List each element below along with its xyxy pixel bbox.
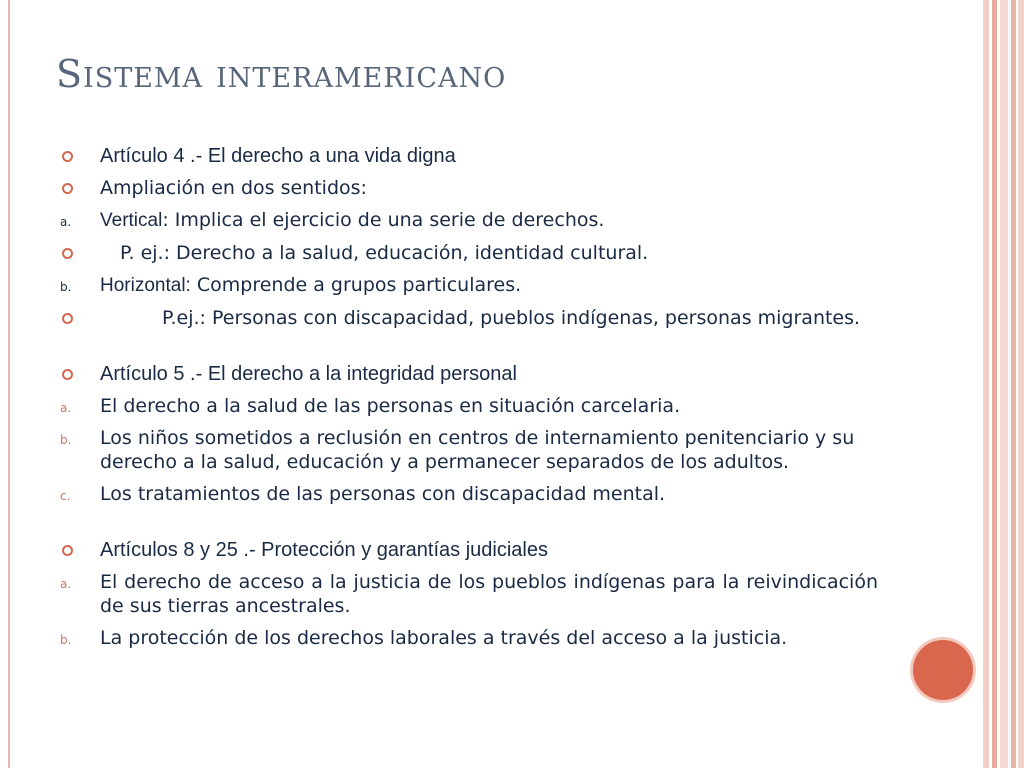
circle-bullet-icon xyxy=(62,183,73,194)
circle-bullet-icon xyxy=(62,369,73,380)
art4-a-text: : Implica el ejercicio de una serie de derechos. xyxy=(162,209,605,231)
art5-text-c: Los tratamientos de las personas con discapacidad mental. xyxy=(100,483,666,505)
art4-b-example-item xyxy=(58,306,878,330)
list-letter: b. xyxy=(60,433,72,447)
art8-text-b: La protección de los derechos laborales a través del acceso a la justicia. xyxy=(100,627,788,649)
art8-heading-item xyxy=(58,538,878,562)
art5-heading-item xyxy=(58,362,878,386)
slide-body xyxy=(58,144,878,658)
decorative-orange-circle xyxy=(913,640,973,700)
art4-intro-item xyxy=(58,176,878,200)
art5-text-b: Los niños sometidos a reclusión en centros de internamiento penitenciario y su derecho a la salud, educación y a permanecer separados de los adultos. xyxy=(100,427,855,473)
list-letter: c. xyxy=(60,489,71,503)
art4-heading: Artículo 4 .- El derecho a una vida digna xyxy=(100,145,456,167)
art4-b-term: Horizontal: xyxy=(100,275,191,296)
list-letter: b. xyxy=(60,633,72,647)
art5-item-b xyxy=(58,426,878,474)
art4-a-example: P. ej.: Derecho a la salud, educación, identidad cultural. xyxy=(120,242,649,264)
list-letter: a. xyxy=(60,215,72,229)
circle-bullet-icon xyxy=(62,313,73,324)
art5-heading: Artículo 5 .- El derecho a la integridad personal xyxy=(100,363,517,385)
art5-item-c xyxy=(58,482,878,506)
art4-a-item xyxy=(58,208,878,233)
art4-b-item xyxy=(58,273,878,298)
left-border-line xyxy=(8,0,10,768)
art8-heading: Artículos 8 y 25 .- Protección y garantías judiciales xyxy=(100,539,548,561)
right-stripe xyxy=(983,0,989,768)
art4-heading-item xyxy=(58,144,878,168)
art4-a-example-item xyxy=(58,241,878,265)
art5-text-a: El derecho a la salud de las personas en situación carcelaria. xyxy=(100,395,681,417)
right-stripe xyxy=(1000,0,1008,768)
art4-b-text: Comprende a grupos particulares. xyxy=(190,274,522,296)
section-spacer xyxy=(58,514,878,538)
slide-title: Sistema interamericano xyxy=(56,52,507,96)
right-stripe xyxy=(1011,0,1016,768)
circle-bullet-icon xyxy=(62,545,73,556)
art8-item-b xyxy=(58,626,878,650)
circle-bullet-icon xyxy=(62,248,73,259)
list-letter: a. xyxy=(60,577,72,591)
list-letter: a. xyxy=(60,401,72,415)
art4-intro: Ampliación en dos sentidos: xyxy=(100,177,367,199)
right-stripe xyxy=(1018,0,1024,768)
art4-a-term: Vertical xyxy=(100,210,163,231)
section-spacer xyxy=(58,338,878,362)
circle-bullet-icon xyxy=(62,151,73,162)
art4-b-example: P.ej.: Personas con discapacidad, pueblos indígenas, personas migrantes. xyxy=(162,307,861,329)
list-letter: b. xyxy=(60,280,72,294)
art8-item-a xyxy=(58,570,878,618)
art5-item-a xyxy=(58,394,878,418)
right-stripe xyxy=(992,0,997,768)
art8-text-a: El derecho de acceso a la justicia de los pueblos indígenas para la reivindicación de sus tierras ancestrales. xyxy=(100,571,878,617)
